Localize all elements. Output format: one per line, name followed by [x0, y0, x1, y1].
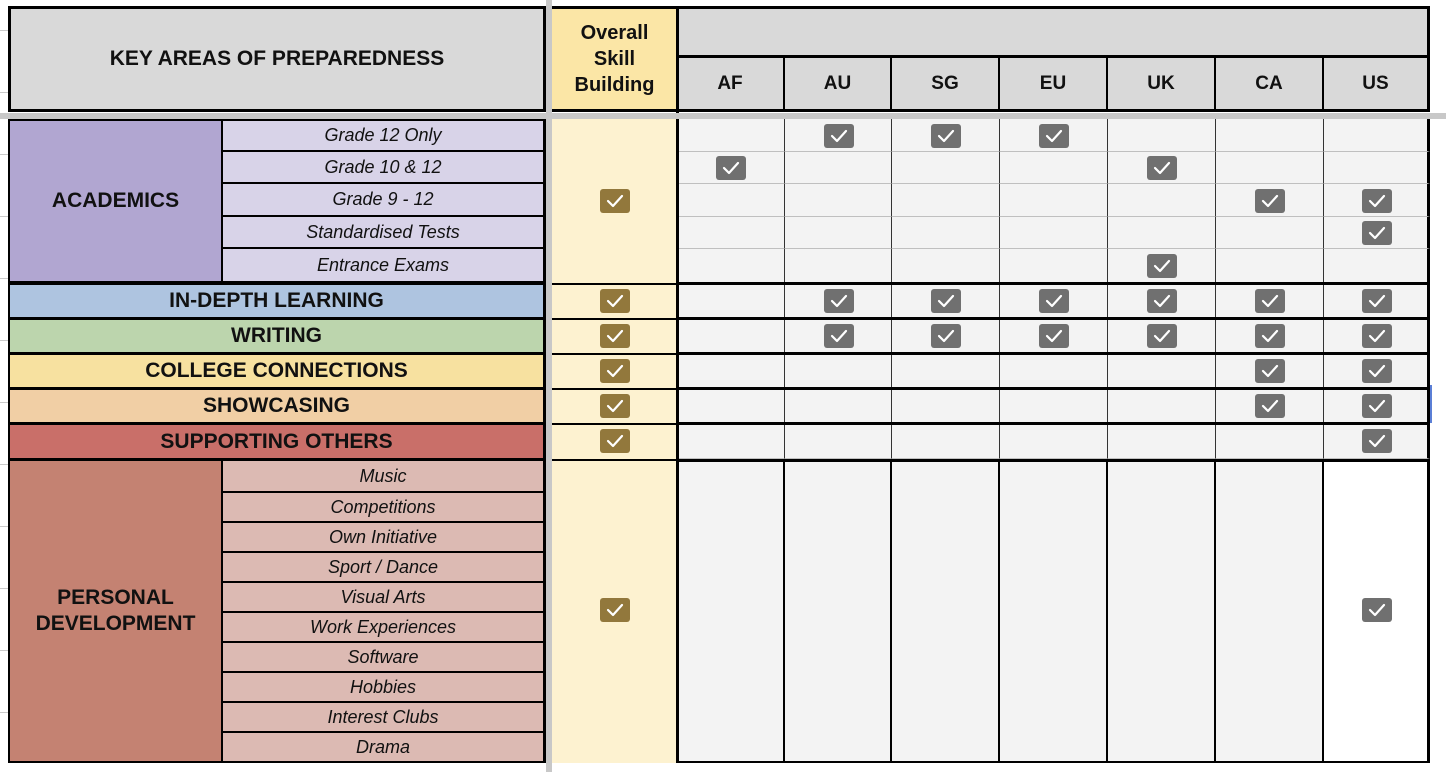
sheet-gridline [0, 712, 8, 713]
frame-right-edge [1430, 385, 1432, 423]
sheet-gridline [0, 588, 8, 589]
section-5-row-cell-uk[interactable] [1108, 423, 1216, 459]
checkbox-icon[interactable] [1147, 254, 1177, 278]
country-header-ca[interactable]: CA [1216, 58, 1324, 112]
academics-row-2-cell-af[interactable] [677, 184, 785, 217]
academics-row-4-cell-eu[interactable] [1000, 249, 1108, 283]
academics-row-3-cell-af[interactable] [677, 217, 785, 249]
checkbox-icon[interactable] [1147, 156, 1177, 180]
frame-header-bottom-gap [0, 113, 1446, 119]
personal-development-label-line: DEVELOPMENT [35, 612, 196, 635]
country-header-af[interactable]: AF [677, 58, 785, 112]
section-3-row-cell-uk[interactable] [1108, 353, 1216, 388]
academics-row-3-cell-ca[interactable] [1216, 217, 1324, 249]
section-4-row-cell-af[interactable] [677, 388, 785, 423]
checkbox-icon[interactable] [824, 289, 854, 313]
checkbox-icon[interactable] [1255, 394, 1285, 418]
personal-subrow-label: Competitions [223, 493, 546, 523]
section-4-row-cell-uk[interactable] [1108, 388, 1216, 423]
section-3-row-cell-sg[interactable] [892, 353, 1000, 388]
academics-subrow-label: Entrance Exams [223, 249, 546, 283]
checkbox-icon[interactable] [1362, 289, 1392, 313]
checkbox-icon[interactable] [600, 429, 630, 453]
row-divider [677, 317, 1430, 320]
personal-development-label-line: PERSONAL [57, 586, 174, 609]
row-divider [677, 422, 1430, 425]
academics-subrow-label: Standardised Tests [223, 217, 546, 249]
personal-cell-af[interactable] [677, 459, 785, 763]
checkbox-icon[interactable] [1362, 221, 1392, 245]
personal-subrow-label: Own Initiative [223, 523, 546, 553]
row-divider [677, 282, 1430, 285]
checkbox-icon[interactable] [600, 394, 630, 418]
section-academics: ACADEMICS [8, 119, 223, 283]
sheet-gridline [0, 92, 8, 93]
sheet-gridline [0, 340, 8, 341]
academics-row-0-cell-us[interactable] [1324, 119, 1430, 152]
checkbox-icon[interactable] [824, 324, 854, 348]
section-showcasing: SHOWCASING [8, 388, 546, 423]
overall-skill-building-header [552, 6, 677, 112]
personal-subrow-label: Visual Arts [223, 583, 546, 613]
academics-row-3-cell-eu[interactable] [1000, 217, 1108, 249]
section-5-row-cell-ca[interactable] [1216, 423, 1324, 459]
checkbox-icon[interactable] [1255, 359, 1285, 383]
academics-row-3-cell-sg[interactable] [892, 217, 1000, 249]
row-divider [677, 387, 1430, 390]
checkbox-icon[interactable] [1255, 289, 1285, 313]
checkbox-icon[interactable] [931, 289, 961, 313]
academics-row-1-cell-au[interactable] [785, 152, 892, 184]
section-college-connections: COLLEGE CONNECTIONS [8, 353, 546, 388]
academics-row-4-cell-af[interactable] [677, 249, 785, 283]
row-divider [677, 352, 1430, 355]
checkbox-icon[interactable] [600, 189, 630, 213]
academics-row-4-cell-au[interactable] [785, 249, 892, 283]
checkbox-icon[interactable] [1147, 324, 1177, 348]
sheet-gridline [0, 154, 8, 155]
section-4-row-cell-au[interactable] [785, 388, 892, 423]
personal-subrow-label: Drama [223, 733, 546, 763]
academics-row-3-cell-au[interactable] [785, 217, 892, 249]
personal-subrow-label: Sport / Dance [223, 553, 546, 583]
overall-header-line: Building [574, 74, 655, 96]
checkbox-icon[interactable] [1039, 289, 1069, 313]
section-3-row-cell-au[interactable] [785, 353, 892, 388]
personal-cell-eu[interactable] [1000, 459, 1108, 763]
checkbox-icon[interactable] [1362, 189, 1392, 213]
academics-row-0-cell-af[interactable] [677, 119, 785, 152]
academics-row-2-cell-sg[interactable] [892, 184, 1000, 217]
checkbox-icon[interactable] [824, 124, 854, 148]
academics-row-1-cell-ca[interactable] [1216, 152, 1324, 184]
sheet-gridline [0, 402, 8, 403]
checkbox-icon[interactable] [1039, 324, 1069, 348]
personal-subrow-label: Software [223, 643, 546, 673]
checkbox-icon[interactable] [600, 598, 630, 622]
personal-cell-au[interactable] [785, 459, 892, 763]
checkbox-icon[interactable] [716, 156, 746, 180]
section-personal-development [8, 459, 223, 763]
section-4-row-cell-sg[interactable] [892, 388, 1000, 423]
academics-row-3-cell-uk[interactable] [1108, 217, 1216, 249]
checkbox-icon[interactable] [600, 289, 630, 313]
personal-subrow-label: Hobbies [223, 673, 546, 703]
personal-cell-uk[interactable] [1108, 459, 1216, 763]
academics-subrow-label: Grade 9 - 12 [223, 184, 546, 217]
sheet-gridline [0, 30, 8, 31]
section-2-row-cell-af[interactable] [677, 318, 785, 353]
academics-row-4-cell-ca[interactable] [1216, 249, 1324, 283]
academics-row-0-cell-uk[interactable] [1108, 119, 1216, 152]
checkbox-icon[interactable] [1255, 189, 1285, 213]
checkbox-icon[interactable] [931, 124, 961, 148]
section-5-row-cell-au[interactable] [785, 423, 892, 459]
section-4-row-cell-eu[interactable] [1000, 388, 1108, 423]
personal-subrow-label: Interest Clubs [223, 703, 546, 733]
section-3-row-cell-eu[interactable] [1000, 353, 1108, 388]
checkbox-icon[interactable] [1362, 359, 1392, 383]
sheet-gridline [0, 216, 8, 217]
section-5-row-cell-af[interactable] [677, 423, 785, 459]
section-1-row-cell-af[interactable] [677, 283, 785, 318]
academics-row-1-cell-eu[interactable] [1000, 152, 1108, 184]
personal-subrow-label: Work Experiences [223, 613, 546, 643]
country-header-sg[interactable]: SG [892, 58, 1000, 112]
academics-subrow-label: Grade 12 Only [223, 119, 546, 152]
checkbox-icon[interactable] [1255, 324, 1285, 348]
sheet-gridline [0, 464, 8, 465]
section-5-row-cell-eu[interactable] [1000, 423, 1108, 459]
checkbox-icon[interactable] [1147, 289, 1177, 313]
checkbox-icon[interactable] [1362, 394, 1392, 418]
overall-header-line: Skill [593, 48, 636, 70]
overall-header-line: Overall [580, 22, 649, 44]
section-3-row-cell-af[interactable] [677, 353, 785, 388]
personal-cell-ca[interactable] [1216, 459, 1324, 763]
academics-row-1-cell-sg[interactable] [892, 152, 1000, 184]
academics-row-4-cell-sg[interactable] [892, 249, 1000, 283]
section-in-depth-learning: IN-DEPTH LEARNING [8, 283, 546, 318]
academics-row-2-cell-uk[interactable] [1108, 184, 1216, 217]
frame-overall-right [676, 6, 679, 763]
checkbox-icon[interactable] [600, 324, 630, 348]
sheet-gridline [0, 650, 8, 651]
checkbox-icon[interactable] [931, 324, 961, 348]
academics-row-2-cell-au[interactable] [785, 184, 892, 217]
academics-subrow-label: Grade 10 & 12 [223, 152, 546, 184]
checkbox-icon[interactable] [1362, 598, 1392, 622]
country-header-au[interactable]: AU [785, 58, 892, 112]
sheet-gridline [0, 526, 8, 527]
checkbox-icon[interactable] [600, 359, 630, 383]
country-header-uk[interactable]: UK [1108, 58, 1216, 112]
frame-academics-left [8, 119, 10, 763]
academics-row-0-cell-ca[interactable] [1216, 119, 1324, 152]
section-5-row-cell-sg[interactable] [892, 423, 1000, 459]
academics-row-1-cell-us[interactable] [1324, 152, 1430, 184]
country-header-eu[interactable]: EU [1000, 58, 1108, 112]
sheet-gridline [0, 278, 8, 279]
section-supporting-others: SUPPORTING OTHERS [8, 423, 546, 459]
academics-row-2-cell-eu[interactable] [1000, 184, 1108, 217]
checkbox-icon[interactable] [1362, 324, 1392, 348]
checkbox-icon[interactable] [1039, 124, 1069, 148]
country-header-band [677, 6, 1430, 58]
personal-cell-sg[interactable] [892, 459, 1000, 763]
academics-row-4-cell-us[interactable] [1324, 249, 1430, 283]
checkbox-icon[interactable] [1362, 429, 1392, 453]
personal-subrow-label: Music [223, 459, 546, 493]
key-areas-header: KEY AREAS OF PREPAREDNESS [8, 6, 546, 112]
country-header-us[interactable]: US [1324, 58, 1430, 112]
section-writing: WRITING [8, 318, 546, 353]
